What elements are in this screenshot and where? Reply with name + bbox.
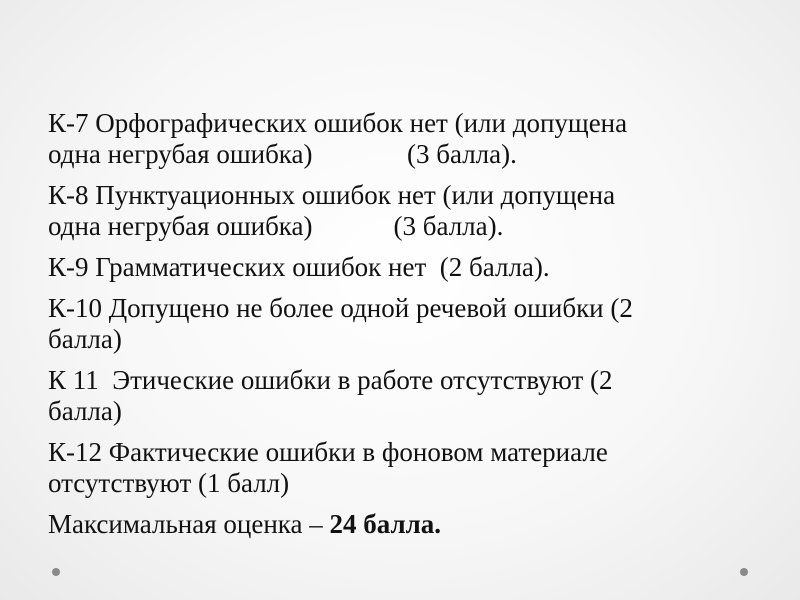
criterion-k12-line1: К-12 Фактические ошибки в фоновом материале: [48, 437, 608, 467]
criterion-k10: [48, 293, 748, 355]
criterion-k12: [48, 437, 748, 499]
criterion-k7-line1: К-7 Орфографических ошибок нет (или допущена: [48, 108, 628, 138]
criterion-k11: [48, 365, 748, 427]
criterion-k10-line1: К-10 Допущено не более одной речевой ошибки (2: [48, 293, 633, 323]
max-score-value: 24 балла.: [329, 509, 442, 539]
criterion-k7-line2: одна негрубая ошибка) (3 балла).: [48, 139, 517, 169]
max-score: [48, 509, 748, 540]
bullet-dot-right-icon: [740, 568, 748, 576]
criteria-list: [48, 108, 748, 550]
bullet-dot-left-icon: [52, 568, 60, 576]
max-score-label: Максимальная оценка –: [48, 509, 330, 539]
criterion-k9-line1: К-9 Грамматических ошибок нет (2 балла).: [48, 252, 550, 282]
criterion-k10-line2: балла): [48, 324, 122, 354]
criterion-k11-line2: балла): [48, 396, 122, 426]
criterion-k7: [48, 108, 748, 170]
criterion-k11-line1: К 11 Этические ошибки в работе отсутствуют (2: [48, 365, 613, 395]
criterion-k12-line2: отсутствуют (1 балл): [48, 468, 290, 498]
criterion-k8-line1: К-8 Пунктуационных ошибок нет (или допущена: [48, 180, 616, 210]
criterion-k8-line2: одна негрубая ошибка) (3 балла).: [48, 211, 504, 241]
criterion-k8: [48, 180, 748, 242]
criterion-k9: [48, 252, 748, 283]
